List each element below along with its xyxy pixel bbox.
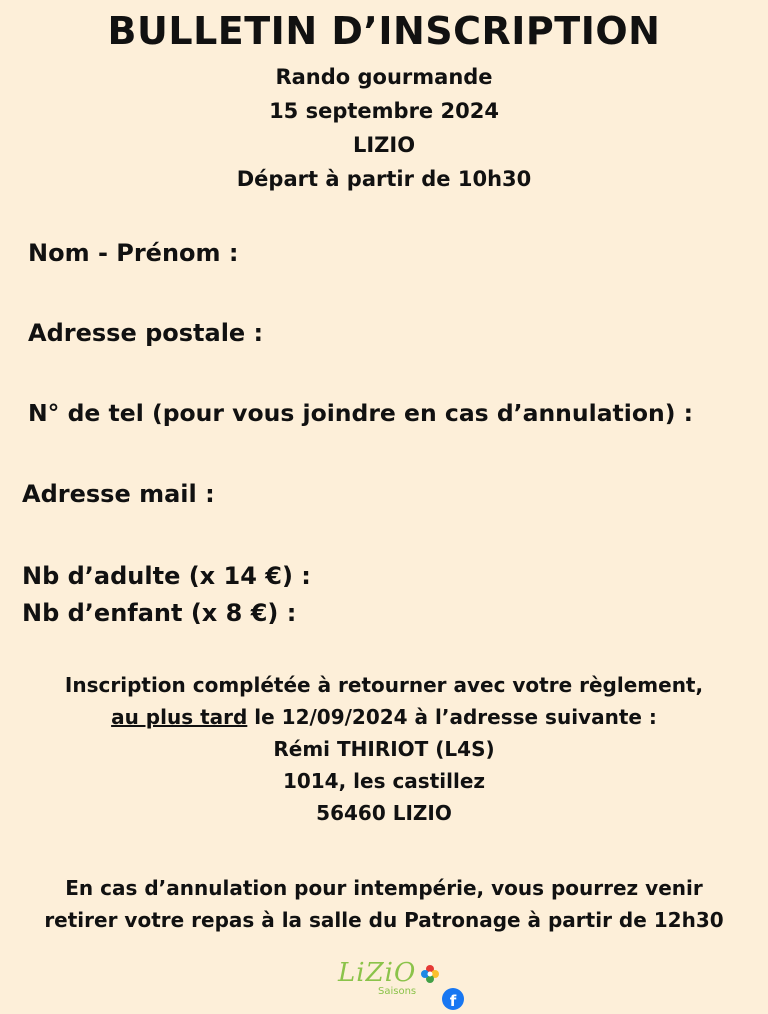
recipient-city: 56460 LIZIO	[316, 801, 452, 825]
event-name: Rando gourmande	[275, 65, 493, 89]
page-title: BULLETIN D’INSCRIPTION	[107, 9, 661, 53]
recipient-street: 1014, les castillez	[282, 769, 486, 793]
phone-field-label: N° de tel (pour vous joindre en cas d’annulation) :	[28, 399, 694, 427]
return-instructions	[0, 669, 768, 829]
logo-subtitle: Saisons	[378, 986, 417, 997]
flower-icon	[420, 964, 440, 984]
email-field-label: Adresse mail :	[22, 480, 215, 508]
adults-count-label: Nb d’adulte (x 14 €) :	[22, 562, 311, 590]
event-date: 15 septembre 2024	[269, 99, 499, 123]
deadline-text: le 12/09/2024 à l’adresse suivante :	[247, 705, 657, 729]
return-line-1: Inscription complétée à retourner avec votre règlement,	[64, 673, 704, 697]
cancellation-notice	[0, 872, 768, 936]
name-field-label: Nom - Prénom :	[28, 239, 239, 267]
cancellation-line-1: En cas d’annulation pour intempérie, vous pourrez venir	[65, 876, 703, 900]
facebook-icon[interactable]: f	[442, 988, 464, 1010]
return-deadline-line	[0, 701, 768, 733]
logo-text: LiZiO	[338, 958, 417, 988]
address-field-label: Adresse postale :	[28, 319, 264, 347]
event-departure: Départ à partir de 10h30	[236, 167, 532, 191]
event-location: LIZIO	[352, 133, 416, 157]
lizio-saisons-logo	[338, 958, 448, 1001]
deadline-emphasis: au plus tard	[111, 705, 248, 729]
recipient-name: Rémi THIRIOT (L4S)	[273, 737, 495, 761]
cancellation-line-2: retirer votre repas à la salle du Patronage à partir de 12h30	[44, 908, 724, 932]
children-count-label: Nb d’enfant (x 8 €) :	[22, 599, 297, 627]
